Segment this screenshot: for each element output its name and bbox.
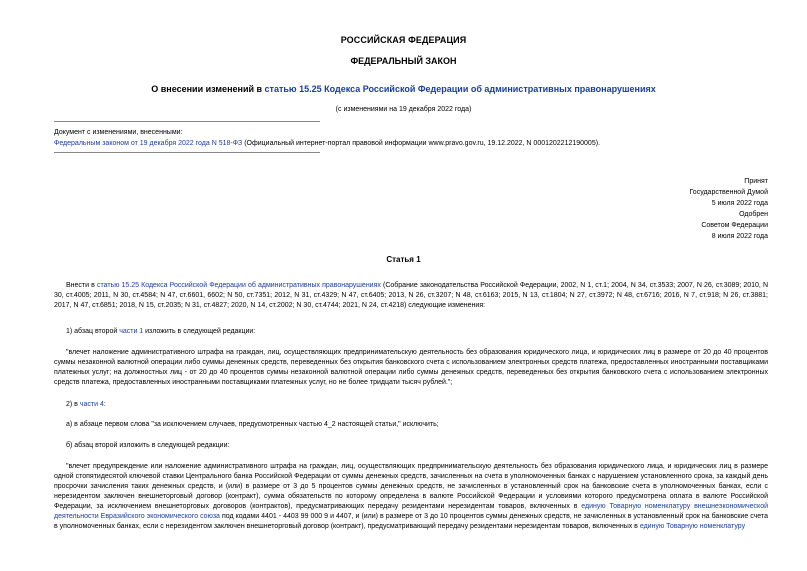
approved-date: 8 июля 2022 года: [711, 233, 768, 240]
intro-prefix: Внести в: [66, 282, 97, 289]
item-1-link[interactable]: части 1: [119, 328, 144, 335]
approved-label: Одобрен: [739, 211, 768, 218]
item-1-rest: изложить в следующей редакции:: [143, 328, 256, 335]
item-2b: б) абзац второй изложить в следующей редакции:: [66, 442, 230, 449]
accepted-date: 5 июля 2022 года: [711, 200, 768, 207]
intro-link[interactable]: статью 15.25 Кодекса Российской Федерации об административных правонарушениях: [96, 282, 381, 289]
doc-info-label: Документ с изменениями, внесенными:: [54, 129, 183, 136]
item-2: [54, 400, 768, 410]
doc-info-amendment: [54, 138, 600, 149]
amendment-link[interactable]: Федеральным законом от 19 декабря 2022 года N 518-ФЗ: [54, 140, 243, 147]
quote-2: [54, 462, 768, 532]
accepted-label: Принят: [744, 178, 768, 185]
article-heading: Статья 1: [386, 255, 421, 264]
approved-body: Советом Федерации: [701, 222, 768, 229]
item-1: [54, 327, 768, 337]
item-2-prefix: 2) в: [66, 401, 80, 408]
title-prefix: О внесении изменений в: [151, 84, 265, 94]
document-title: [0, 84, 807, 94]
revision-note: (с изменениями на 19 декабря 2022 года): [335, 106, 472, 113]
item-1-prefix: 1) абзац второй: [66, 328, 120, 335]
item-2-rest: :: [103, 401, 106, 408]
amendment-source: (Официальный интернет-портал правовой информации www.pravo.gov.ru, 19.12.2022, N 0001202212190005).: [242, 140, 600, 147]
item-2-link[interactable]: части 4: [79, 401, 104, 408]
quote-1: "влечет наложение административного штрафа на граждан, лиц, осуществляющих предпринимательскую деятельность без образования юридического лица, и юридических лиц в размере от 20 до 40 процентов суммы незаконной валютной операции либо суммы денежных средств, переведенных без открытия банковского счета с использованием электронных средств платежа, предоставленных иностранными поставщиками платежных услуг; на должностных лиц - от 20 до 40 процентов суммы незаконной валютной операции либо суммы денежных средств, переведенных без открытия банковского счета с использованием электронных средств платежа, предоставленных иностранными поставщиками платежных услуг, но не более тридцати тысяч рублей.";: [54, 349, 768, 386]
accepted-body: Государственной Думой: [689, 189, 768, 196]
document-law-type: ФЕДЕРАЛЬНЫЙ ЗАКОН: [350, 56, 457, 66]
quote-2-part2: под кодами 4401 - 4403 99 000 9 и 4407, и (или) в размере от 3 до 10 процентов суммы денежных средств, не зачисленных в установленный срок на банковские счета в уполномоченных банках, если с нерезидентом заключен внешнеторговый договор (контракт), предусматривающий передачу резидентами нерезидентам товаров, включенных в: [54, 513, 768, 530]
title-link[interactable]: статью 15.25 Кодекса Российской Федерации об административных правонарушениях: [264, 84, 656, 94]
tnved-link-2[interactable]: единую Товарную номенклатуру: [639, 523, 746, 530]
document-country: РОССИЙСКАЯ ФЕДЕРАЦИЯ: [340, 35, 467, 45]
doc-info: [54, 127, 600, 149]
article-intro: [54, 281, 768, 311]
divider-bottom: [54, 152, 320, 153]
tnved-link[interactable]: единую Товарную номенклатуру внешнеэкономической деятельности Евразийского экономического союза: [54, 503, 768, 520]
quote-2-part1: "влечет предупреждение или наложение административного штрафа на граждан, лиц, осуществляющих предпринимательскую деятельность без образования юридического лица, и юридических лиц в размере одной стопятидесятой ключевой ставки Центрального банка Российской Федерации от суммы денежных средств, зачисленных на счета в уполномоченных банках с нарушением установленного срока, за каждый день просрочки зачисления таких денежных средств, и (или) в размере от 3 до 5 процентов суммы денежных средств, не зачисленных в установленный срок на банковские счета в уполномоченных банках, если с нерезидентом заключен внешнеторговый договор (контракт), сумма обязательств по которому определена в валюте Российской Федерации и условиями которого предусмотрена оплата в валюте Российской Федерации, за исключением внешнеторговых договоров (контрактов), предусматривающих передачу резидентами нерезидентам товаров, включенных в: [54, 463, 768, 510]
intro-rest: (Собрание законодательства Российской Федерации, 2002, N 1, ст.1; 2004, N 34, ст.3533; 2007, N 26, ст.3089; 2010, N 30, ст.4005; 2011, N 30, ст.4584; N 47, ст.6601, 6602; N 50, ст.7351; 2012, N 31, ст.4329; N 47, ст.6405; 2013, N 26, ст.3207; N 48, ст.6163; 2015, N 13, ст.1804; N 27, ст.3972; N 48, ст.6716; 2016, N 7, ст.918; N 26, ст.3881; 2017, N 47, ст.6851; 2018, N 15, ст.2035; N 31, ст.4827; 2020, N 14, ст.2002; N 30, ст.4744; 2021, N 24, ст.4218) следующие изменения:: [54, 282, 769, 309]
divider-top: [54, 121, 320, 122]
item-2a: а) в абзаце первом слова "за исключением случаев, предусмотренных частью 4_2 настоящей статьи," исключить;: [66, 421, 439, 428]
adoption-block: [689, 176, 768, 242]
